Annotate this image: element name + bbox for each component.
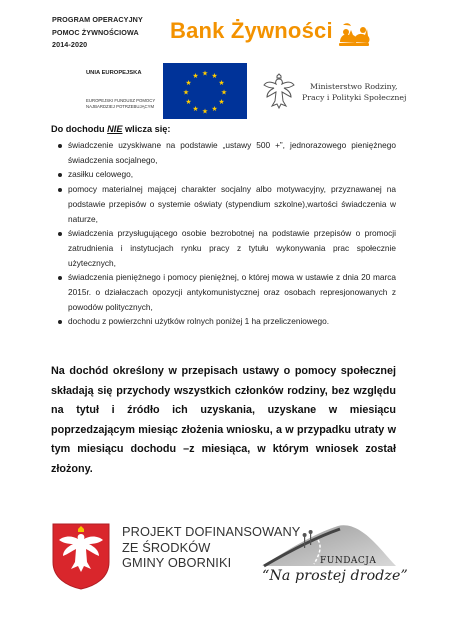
svg-text:★: ★: [218, 79, 225, 87]
svg-text:★: ★: [185, 79, 192, 87]
polish-eagle-icon: [262, 73, 296, 111]
project-line: GMINY OBORNIKI: [122, 555, 232, 570]
ministry-label: [302, 82, 406, 103]
list-item: [58, 226, 396, 270]
list-item: [58, 138, 396, 167]
project-line: PROJEKT DOFINANSOWANY: [122, 524, 301, 539]
bank-mascot-icon: [337, 20, 371, 50]
svg-text:★: ★: [201, 107, 209, 116]
list-item-text: dochodu z powierzchni użytków rolnych poniżej 1 ha przeliczeniowego.: [68, 316, 330, 327]
program-line: PROGRAM OPERACYJNY: [52, 15, 143, 24]
list-item: [58, 182, 396, 226]
eu-fund-line: EUROPEJSKI FUNDUSZ POMOCY: [86, 98, 156, 103]
project-line: ZE ŚRODKÓW: [122, 539, 211, 555]
oborniki-crest-icon: [51, 522, 111, 590]
heading-emphasis: NIE: [107, 124, 123, 134]
bullet-icon: [58, 188, 62, 192]
list-item-text: pomocy materialnej mającej charakter socjalny albo motywacyjny, przyznawanej na podstawie przepisów o systemie oświaty (stypendium szkolne),wartości świadczenia w naturze,: [68, 184, 396, 224]
foundation-label: FUNDACJA: [320, 556, 377, 566]
bank-zywnosci-logo: [170, 18, 371, 50]
heading-text: Do dochodu: [51, 124, 108, 134]
program-line: POMOC ŻYWNOŚCIOWA: [52, 27, 139, 37]
bullet-icon: [58, 144, 62, 148]
svg-text:★: ★: [211, 72, 218, 80]
list-item: [58, 270, 396, 314]
svg-text:★: ★: [185, 98, 192, 106]
heading-text: wlicza się:: [122, 124, 171, 134]
list-item-text: świadczenia przysługującego osobie bezrobotnej na podstawie przepisów o promocji zatrudnienia i instytucjach rynku pracy z tytułu wykonywania prac społecznie użytecznych,: [68, 228, 396, 268]
list-item-text: świadczenie uzyskiwane na podstawie „ustawy 500 +”, jednorazowego pieniężnego świadczenia socjalnego,: [68, 140, 396, 165]
eu-fund-label: [86, 98, 155, 110]
eu-flag-icon: [163, 63, 247, 119]
bank-name: Bank Żywności: [170, 18, 333, 43]
svg-text:★: ★: [182, 88, 190, 97]
list-item-text: świadczenia pieniężnego i pomocy pieniężnej, o której mowa w ustawie z dnia 20 marca 2015r. o działaczach opozycji antykomunistycznej oraz osobach represjonowanych z powodów politycznych,: [68, 272, 396, 312]
ministry-line: Pracy i Polityki Społecznej: [302, 92, 407, 102]
svg-text:★: ★: [220, 88, 228, 97]
svg-text:★: ★: [192, 105, 199, 113]
list-item: [58, 314, 396, 329]
svg-text:★: ★: [192, 72, 199, 80]
income-definition-paragraph: Na dochód określony w przepisach ustawy o pomocy społecznej składają się przychody wszystkich członków rodziny, bez względu na tytuł i źródło ich uzyskania, uzyskane w miesiącu poprzedzającym miesiąc złożenia wniosku, a w przypadku utraty w tym miesiącu dochodu –z miesiąca, w którym wniosek został złożony.: [51, 365, 396, 475]
bullet-icon: [58, 320, 62, 324]
exclusions-list: [58, 138, 396, 329]
foundation-name: “Na prostej drodze”: [262, 568, 408, 584]
svg-text:★: ★: [211, 105, 218, 113]
exclusions-heading: [51, 124, 170, 134]
eu-label: UNIA EUROPEJSKA: [86, 70, 142, 76]
list-item-text: zasiłku celowego,: [68, 169, 134, 180]
list-item: [58, 167, 396, 182]
ministry-line: Ministerstwo Rodziny,: [310, 82, 398, 91]
eu-fund-line: NAJBARDZIEJ POTRZEBUJĄCYM: [86, 104, 155, 109]
program-line: 2014-2020: [52, 40, 88, 49]
svg-text:★: ★: [218, 98, 225, 106]
svg-text:★: ★: [201, 69, 209, 78]
bullet-icon: [58, 173, 62, 177]
program-title: [52, 14, 143, 52]
bullet-icon: [58, 276, 62, 280]
bullet-icon: [58, 232, 62, 236]
